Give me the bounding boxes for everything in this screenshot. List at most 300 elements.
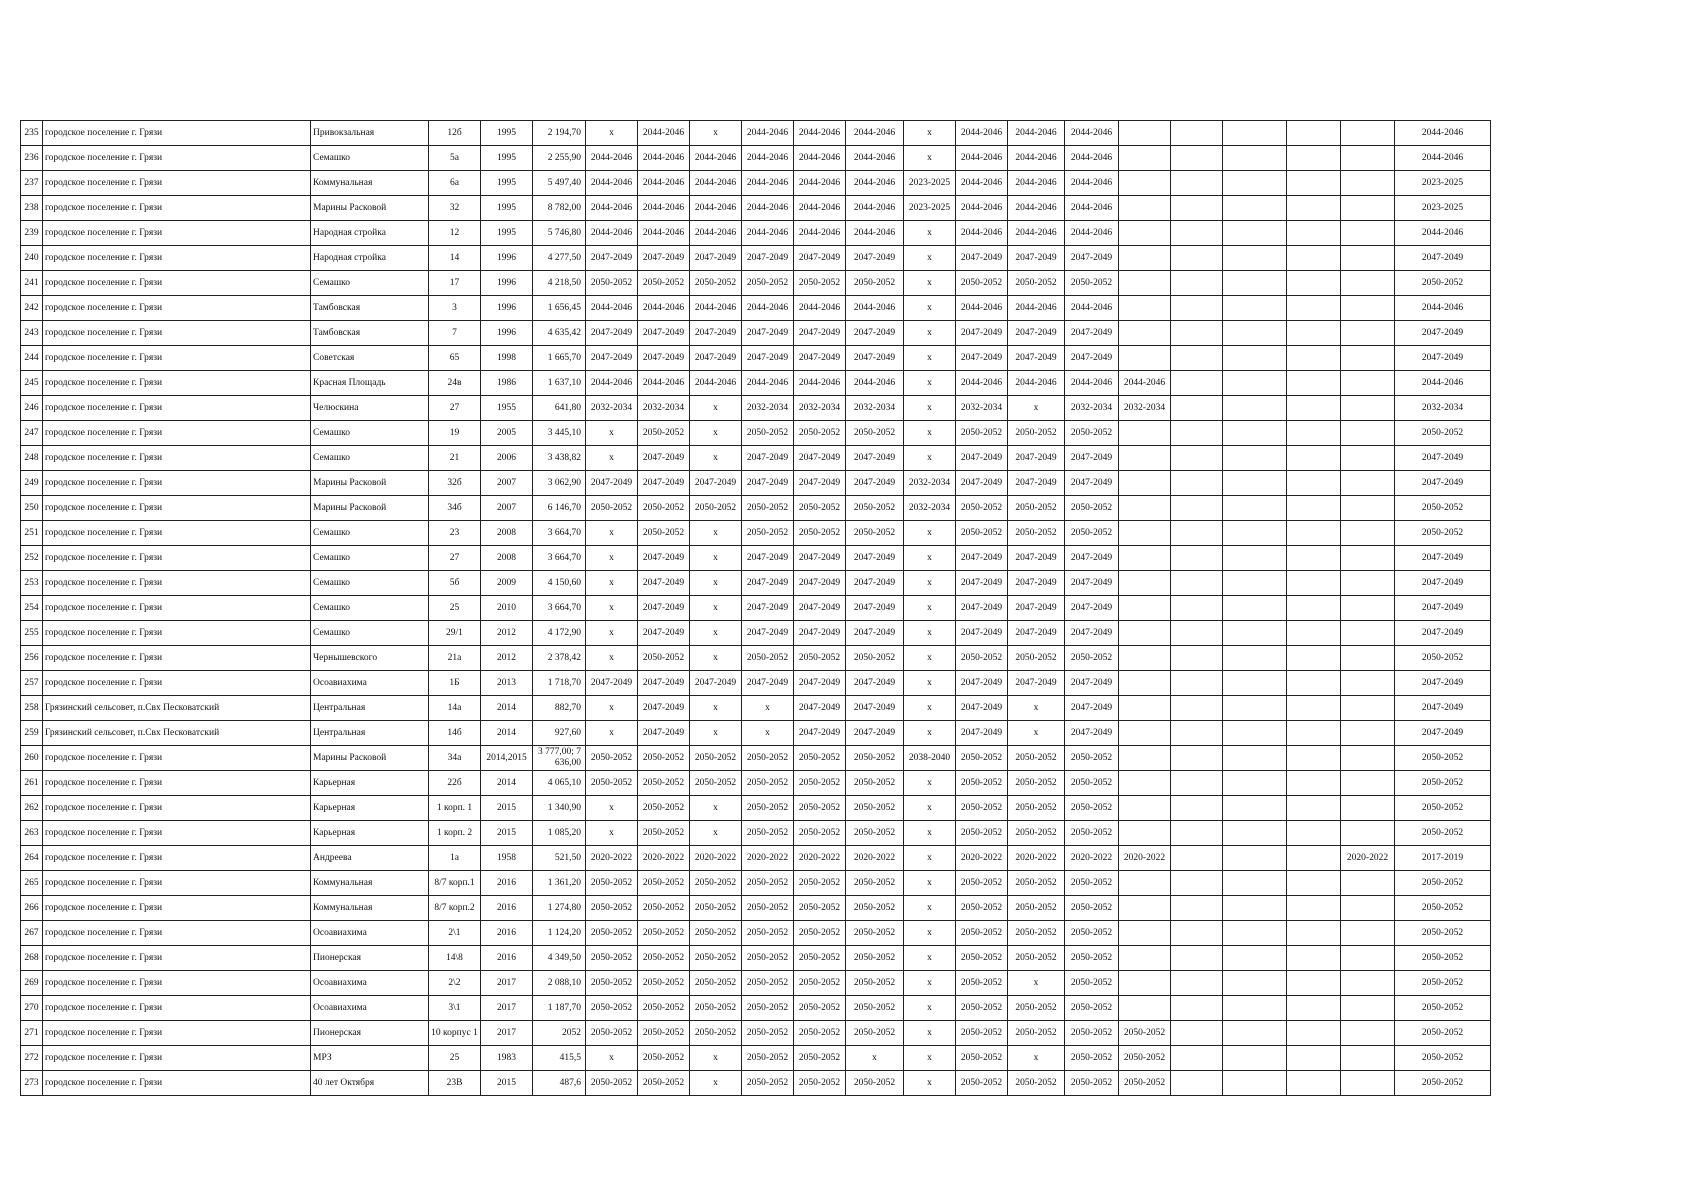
repair-period-cell: 2050-2052 — [1008, 946, 1065, 971]
repair-period-cell — [1119, 696, 1171, 721]
repair-period-cell: 2047-2049 — [1395, 596, 1491, 621]
table-row — [21, 846, 1491, 871]
street-cell: Семашко — [311, 571, 429, 596]
repair-period-cell: 2047-2049 — [1065, 546, 1119, 571]
repair-period-cell: 2047-2049 — [794, 621, 846, 646]
table-row — [21, 896, 1491, 921]
street-cell: Карьерная — [311, 771, 429, 796]
row-number-cell: 259 — [21, 721, 43, 746]
house-number-cell: 3\1 — [429, 996, 481, 1021]
repair-period-cell: 2047-2049 — [1395, 721, 1491, 746]
repair-period-cell: 2047-2049 — [956, 346, 1008, 371]
repair-period-cell: 2044-2046 — [690, 196, 742, 221]
repair-period-cell: 2050-2052 — [586, 771, 638, 796]
street-cell: Коммунальная — [311, 871, 429, 896]
street-cell: Тамбовская — [311, 296, 429, 321]
build-year-cell: 2008 — [481, 546, 533, 571]
repair-period-cell: х — [690, 621, 742, 646]
settlement-cell: городское поселение г. Грязи — [43, 821, 311, 846]
repair-period-cell — [1287, 446, 1341, 471]
repair-period-cell — [1223, 446, 1287, 471]
repair-period-cell: 2050-2052 — [1065, 871, 1119, 896]
repair-period-cell: 2032-2034 — [904, 496, 956, 521]
area-cell: 4 349,50 — [533, 946, 586, 971]
repair-period-cell: 2050-2052 — [638, 771, 690, 796]
repair-period-cell: 2050-2052 — [1395, 921, 1491, 946]
house-number-cell: 2\2 — [429, 971, 481, 996]
settlement-cell: городское поселение г. Грязи — [43, 596, 311, 621]
repair-period-cell: 2047-2049 — [1395, 671, 1491, 696]
repair-period-cell: 2050-2052 — [846, 496, 904, 521]
repair-period-cell: 2044-2046 — [638, 221, 690, 246]
repair-period-cell: х — [586, 821, 638, 846]
repair-period-cell: х — [904, 546, 956, 571]
house-number-cell: 19 — [429, 421, 481, 446]
repair-period-cell: 2047-2049 — [690, 321, 742, 346]
row-number-cell: 246 — [21, 396, 43, 421]
repair-period-cell — [1119, 446, 1171, 471]
settlement-cell: городское поселение г. Грязи — [43, 346, 311, 371]
repair-period-cell — [1287, 296, 1341, 321]
repair-period-cell: 2047-2049 — [846, 571, 904, 596]
repair-period-cell: 2047-2049 — [956, 621, 1008, 646]
settlement-cell: городское поселение г. Грязи — [43, 196, 311, 221]
repair-period-cell: х — [904, 321, 956, 346]
repair-period-cell: 2023-2025 — [904, 196, 956, 221]
house-number-cell: 5а — [429, 146, 481, 171]
repair-period-cell — [1223, 296, 1287, 321]
repair-period-cell — [1223, 371, 1287, 396]
area-cell: 1 340,90 — [533, 796, 586, 821]
repair-period-cell: 2050-2052 — [1008, 1021, 1065, 1046]
repair-period-cell — [1287, 1071, 1341, 1096]
repair-period-cell — [1341, 871, 1395, 896]
settlement-cell: городское поселение г. Грязи — [43, 671, 311, 696]
repair-period-cell — [1171, 596, 1223, 621]
house-number-cell: 32 — [429, 196, 481, 221]
table-row — [21, 546, 1491, 571]
repair-period-cell: 2050-2052 — [794, 921, 846, 946]
repair-period-cell: х — [904, 646, 956, 671]
build-year-cell: 2017 — [481, 1021, 533, 1046]
repair-period-cell — [1287, 946, 1341, 971]
repair-period-cell — [1119, 496, 1171, 521]
settlement-cell: Грязинский сельсовет, п.Свх Песковатский — [43, 721, 311, 746]
build-year-cell: 1995 — [481, 196, 533, 221]
build-year-cell: 1995 — [481, 121, 533, 146]
repair-period-cell: 2050-2052 — [794, 1021, 846, 1046]
build-year-cell: 2015 — [481, 821, 533, 846]
repair-period-cell: 2050-2052 — [742, 896, 794, 921]
repair-period-cell: 2050-2052 — [1008, 921, 1065, 946]
repair-period-cell: 2050-2052 — [1008, 271, 1065, 296]
repair-period-cell: 2050-2052 — [956, 1021, 1008, 1046]
table-row — [21, 521, 1491, 546]
table-row — [21, 321, 1491, 346]
street-cell: Семашко — [311, 521, 429, 546]
repair-period-cell — [1287, 171, 1341, 196]
repair-period-cell — [1119, 871, 1171, 896]
street-cell: Семашко — [311, 546, 429, 571]
build-year-cell: 2009 — [481, 571, 533, 596]
repair-period-cell: 2050-2052 — [586, 871, 638, 896]
repair-period-cell — [1171, 271, 1223, 296]
repair-period-cell: 2047-2049 — [956, 671, 1008, 696]
repair-period-cell: х — [586, 546, 638, 571]
repair-period-cell: 2047-2049 — [1065, 596, 1119, 621]
repair-period-cell — [1341, 996, 1395, 1021]
table-row — [21, 1021, 1491, 1046]
repair-period-cell: 2047-2049 — [638, 246, 690, 271]
repair-period-cell: 2050-2052 — [794, 821, 846, 846]
repair-period-cell: 2044-2046 — [846, 371, 904, 396]
street-cell: Народная стройка — [311, 246, 429, 271]
repair-period-cell — [1171, 446, 1223, 471]
repair-period-cell: 2044-2046 — [794, 146, 846, 171]
house-number-cell: 14 — [429, 246, 481, 271]
repair-period-cell: 2050-2052 — [846, 1071, 904, 1096]
repair-period-cell: 2047-2049 — [586, 471, 638, 496]
street-cell: Пионерская — [311, 946, 429, 971]
table-row — [21, 346, 1491, 371]
settlement-cell: городское поселение г. Грязи — [43, 171, 311, 196]
row-number-cell: 256 — [21, 646, 43, 671]
house-number-cell: 14\8 — [429, 946, 481, 971]
repair-period-cell — [1287, 971, 1341, 996]
repair-period-cell: 2047-2049 — [638, 446, 690, 471]
repair-period-cell — [1223, 471, 1287, 496]
build-year-cell: 2014 — [481, 721, 533, 746]
repair-period-cell: х — [904, 121, 956, 146]
repair-period-cell — [1119, 546, 1171, 571]
area-cell: 5 746,80 — [533, 221, 586, 246]
street-cell: Марины Расковой — [311, 496, 429, 521]
area-cell: 4 635,42 — [533, 321, 586, 346]
repair-period-cell: 2050-2052 — [846, 796, 904, 821]
repair-period-cell — [1171, 321, 1223, 346]
repair-period-cell — [1341, 971, 1395, 996]
repair-period-cell: 2044-2046 — [1008, 146, 1065, 171]
repair-period-cell: 2047-2049 — [1008, 346, 1065, 371]
repair-period-cell: 2050-2052 — [846, 821, 904, 846]
repair-period-cell: 2020-2022 — [1341, 846, 1395, 871]
repair-period-cell: 2044-2046 — [794, 296, 846, 321]
street-cell: Осоавиахима — [311, 971, 429, 996]
repair-period-cell: 2044-2046 — [956, 171, 1008, 196]
house-number-cell: 34а — [429, 746, 481, 771]
repair-period-cell: 2047-2049 — [586, 671, 638, 696]
area-cell: 1 718,70 — [533, 671, 586, 696]
repair-period-cell — [1171, 771, 1223, 796]
repair-period-cell: 2047-2049 — [638, 471, 690, 496]
repair-period-cell: 2050-2052 — [1008, 496, 1065, 521]
repair-period-cell: х — [586, 1046, 638, 1071]
repair-period-cell: 2032-2034 — [1065, 396, 1119, 421]
repair-period-cell: 2050-2052 — [742, 646, 794, 671]
street-cell: Красная Площадь — [311, 371, 429, 396]
repair-period-cell: 2050-2052 — [742, 521, 794, 546]
row-number-cell: 260 — [21, 746, 43, 771]
repair-period-cell — [1223, 546, 1287, 571]
repair-period-cell: 2050-2052 — [742, 1071, 794, 1096]
area-cell: 2 088,10 — [533, 971, 586, 996]
table-row — [21, 596, 1491, 621]
table-row — [21, 121, 1491, 146]
repair-period-cell: 2050-2052 — [638, 1071, 690, 1096]
repair-period-cell: 2020-2022 — [638, 846, 690, 871]
repair-period-cell: 2020-2022 — [794, 846, 846, 871]
repair-period-cell — [1341, 446, 1395, 471]
repair-period-cell — [1341, 546, 1395, 571]
house-number-cell: 25 — [429, 1046, 481, 1071]
repair-period-cell: 2050-2052 — [638, 421, 690, 446]
repair-period-cell: 2044-2046 — [742, 371, 794, 396]
street-cell: Советская — [311, 346, 429, 371]
row-number-cell: 264 — [21, 846, 43, 871]
repair-period-cell: 2050-2052 — [586, 746, 638, 771]
repair-period-cell: 2050-2052 — [1395, 796, 1491, 821]
repair-period-cell: 2050-2052 — [742, 996, 794, 1021]
repair-period-cell: 2032-2034 — [1395, 396, 1491, 421]
repair-period-cell: 2050-2052 — [956, 746, 1008, 771]
repair-period-cell: 2044-2046 — [956, 371, 1008, 396]
repair-period-cell: 2047-2049 — [846, 671, 904, 696]
street-cell: Центральная — [311, 696, 429, 721]
repair-period-cell: 2032-2034 — [904, 471, 956, 496]
repair-period-cell: 2047-2049 — [1008, 321, 1065, 346]
repair-period-cell — [1223, 896, 1287, 921]
repair-period-cell — [1287, 846, 1341, 871]
table-row — [21, 221, 1491, 246]
repair-period-cell: 2050-2052 — [956, 871, 1008, 896]
repair-period-cell — [1119, 221, 1171, 246]
repair-period-cell — [1171, 221, 1223, 246]
repair-period-cell: х — [904, 571, 956, 596]
repair-period-cell — [1287, 496, 1341, 521]
settlement-cell: городское поселение г. Грязи — [43, 396, 311, 421]
settlement-cell: городское поселение г. Грязи — [43, 796, 311, 821]
repair-period-cell: 2050-2052 — [586, 921, 638, 946]
repair-period-cell: 2050-2052 — [586, 496, 638, 521]
build-year-cell: 2006 — [481, 446, 533, 471]
row-number-cell: 236 — [21, 146, 43, 171]
repair-period-cell: 2047-2049 — [586, 346, 638, 371]
repair-period-cell — [1223, 496, 1287, 521]
settlement-cell: городское поселение г. Грязи — [43, 1021, 311, 1046]
build-year-cell: 2008 — [481, 521, 533, 546]
repair-period-cell — [1223, 571, 1287, 596]
repair-period-cell: 2044-2046 — [1395, 121, 1491, 146]
repair-period-cell: 2044-2046 — [742, 221, 794, 246]
repair-period-cell: 2044-2046 — [1065, 146, 1119, 171]
repair-period-cell: 2047-2049 — [794, 246, 846, 271]
repair-period-cell: х — [690, 721, 742, 746]
repair-period-cell: х — [1008, 721, 1065, 746]
area-cell: 2052 — [533, 1021, 586, 1046]
repair-period-cell — [1171, 571, 1223, 596]
repair-period-cell: х — [904, 946, 956, 971]
repair-period-cell: 2050-2052 — [690, 746, 742, 771]
repair-period-cell: 2050-2052 — [690, 496, 742, 521]
repair-period-cell: 2047-2049 — [1395, 446, 1491, 471]
repair-period-cell: 2050-2052 — [690, 871, 742, 896]
repair-period-cell — [1341, 246, 1395, 271]
area-cell: 4 065,10 — [533, 771, 586, 796]
repair-period-cell: 2044-2046 — [1065, 121, 1119, 146]
repair-period-cell: 2038-2040 — [904, 746, 956, 771]
repair-period-cell — [1341, 196, 1395, 221]
repair-period-cell: 2050-2052 — [1065, 521, 1119, 546]
repair-period-cell: 2047-2049 — [742, 246, 794, 271]
repair-period-cell — [1171, 821, 1223, 846]
repair-period-cell — [1119, 246, 1171, 271]
row-number-cell: 253 — [21, 571, 43, 596]
repair-period-cell — [1119, 146, 1171, 171]
settlement-cell: городское поселение г. Грязи — [43, 446, 311, 471]
repair-period-cell: 2050-2052 — [956, 521, 1008, 546]
repair-period-cell: 2047-2049 — [846, 596, 904, 621]
repair-period-cell: 2050-2052 — [638, 821, 690, 846]
repair-period-cell — [1171, 896, 1223, 921]
repair-period-cell: 2047-2049 — [1008, 571, 1065, 596]
repair-period-cell: 2044-2046 — [742, 121, 794, 146]
repair-period-cell: 2047-2049 — [956, 571, 1008, 596]
repair-period-cell: х — [586, 721, 638, 746]
repair-period-cell — [1171, 346, 1223, 371]
repair-period-cell: 2050-2052 — [742, 821, 794, 846]
repair-period-cell: х — [690, 1071, 742, 1096]
repair-period-cell: 2047-2049 — [638, 321, 690, 346]
repair-period-cell — [1119, 746, 1171, 771]
repair-period-cell: х — [904, 521, 956, 546]
housing-repair-schedule-table — [20, 120, 1491, 1096]
house-number-cell: 23В — [429, 1071, 481, 1096]
repair-period-cell — [1287, 146, 1341, 171]
repair-period-cell: х — [904, 921, 956, 946]
repair-period-cell: 2050-2052 — [1119, 1021, 1171, 1046]
table-row — [21, 746, 1491, 771]
repair-period-cell — [1341, 321, 1395, 346]
row-number-cell: 241 — [21, 271, 43, 296]
repair-period-cell: 2020-2022 — [846, 846, 904, 871]
repair-period-cell — [1171, 471, 1223, 496]
repair-period-cell — [1287, 121, 1341, 146]
street-cell: Марины Расковой — [311, 746, 429, 771]
repair-period-cell: 2050-2052 — [742, 921, 794, 946]
table-row — [21, 646, 1491, 671]
repair-period-cell — [1341, 121, 1395, 146]
build-year-cell: 2007 — [481, 496, 533, 521]
repair-period-cell: 2044-2046 — [742, 171, 794, 196]
repair-period-cell: 2050-2052 — [1395, 496, 1491, 521]
repair-period-cell: 2047-2049 — [690, 346, 742, 371]
repair-period-cell — [1171, 1021, 1223, 1046]
repair-period-cell: 2047-2049 — [1395, 246, 1491, 271]
row-number-cell: 240 — [21, 246, 43, 271]
repair-period-cell: х — [904, 146, 956, 171]
repair-period-cell — [1223, 246, 1287, 271]
settlement-cell: городское поселение г. Грязи — [43, 971, 311, 996]
build-year-cell: 1995 — [481, 171, 533, 196]
area-cell: 3 664,70 — [533, 596, 586, 621]
area-cell: 3 438,82 — [533, 446, 586, 471]
repair-period-cell: 2050-2052 — [956, 946, 1008, 971]
house-number-cell: 23 — [429, 521, 481, 546]
repair-period-cell: 2044-2046 — [638, 121, 690, 146]
repair-period-cell — [1223, 946, 1287, 971]
repair-period-cell: 2044-2046 — [1065, 221, 1119, 246]
repair-period-cell — [1287, 821, 1341, 846]
repair-period-cell: 2047-2049 — [1008, 671, 1065, 696]
repair-period-cell — [1287, 896, 1341, 921]
row-number-cell: 251 — [21, 521, 43, 546]
area-cell: 3 062,90 — [533, 471, 586, 496]
street-cell: Карьерная — [311, 821, 429, 846]
repair-period-cell: 2032-2034 — [586, 396, 638, 421]
repair-period-cell: х — [1008, 396, 1065, 421]
house-number-cell: 1а — [429, 846, 481, 871]
repair-period-cell: х — [690, 396, 742, 421]
repair-period-cell: 2047-2049 — [794, 321, 846, 346]
repair-period-cell — [1171, 696, 1223, 721]
repair-period-cell: 2020-2022 — [1008, 846, 1065, 871]
repair-period-cell — [1341, 396, 1395, 421]
repair-period-cell: 2050-2052 — [638, 271, 690, 296]
repair-period-cell — [1341, 946, 1395, 971]
repair-period-cell: 2050-2052 — [638, 1021, 690, 1046]
repair-period-cell: 2044-2046 — [586, 296, 638, 321]
street-cell: Семашко — [311, 421, 429, 446]
repair-period-cell — [1287, 1046, 1341, 1071]
repair-period-cell: 2020-2022 — [742, 846, 794, 871]
table-row — [21, 271, 1491, 296]
repair-period-cell: 2023-2025 — [904, 171, 956, 196]
document-page — [20, 120, 1491, 1096]
house-number-cell: 6а — [429, 171, 481, 196]
repair-period-cell — [1341, 596, 1395, 621]
repair-period-cell: 2044-2046 — [638, 296, 690, 321]
repair-period-cell — [1341, 371, 1395, 396]
build-year-cell: 2016 — [481, 871, 533, 896]
repair-period-cell: 2050-2052 — [846, 646, 904, 671]
repair-period-cell: 2047-2049 — [956, 696, 1008, 721]
repair-period-cell — [1341, 571, 1395, 596]
repair-period-cell — [1223, 221, 1287, 246]
repair-period-cell: 2050-2052 — [586, 271, 638, 296]
repair-period-cell — [1341, 221, 1395, 246]
repair-period-cell: 2050-2052 — [690, 271, 742, 296]
repair-period-cell — [1119, 121, 1171, 146]
repair-period-cell — [1341, 421, 1395, 446]
street-cell: Осоавиахима — [311, 996, 429, 1021]
area-cell: 3 664,70 — [533, 546, 586, 571]
repair-period-cell: 2020-2022 — [690, 846, 742, 871]
repair-period-cell: 2050-2052 — [846, 746, 904, 771]
area-cell: 1 656,45 — [533, 296, 586, 321]
repair-period-cell: х — [690, 521, 742, 546]
repair-period-cell — [1341, 171, 1395, 196]
repair-period-cell: 2050-2052 — [846, 421, 904, 446]
repair-period-cell: 2044-2046 — [794, 371, 846, 396]
build-year-cell: 2015 — [481, 796, 533, 821]
repair-period-cell: 2050-2052 — [690, 1021, 742, 1046]
repair-period-cell: 2050-2052 — [794, 946, 846, 971]
build-year-cell: 2012 — [481, 646, 533, 671]
repair-period-cell: 2050-2052 — [586, 1021, 638, 1046]
repair-period-cell: 2047-2049 — [742, 546, 794, 571]
repair-period-cell — [1171, 1046, 1223, 1071]
repair-period-cell: 2050-2052 — [1065, 796, 1119, 821]
